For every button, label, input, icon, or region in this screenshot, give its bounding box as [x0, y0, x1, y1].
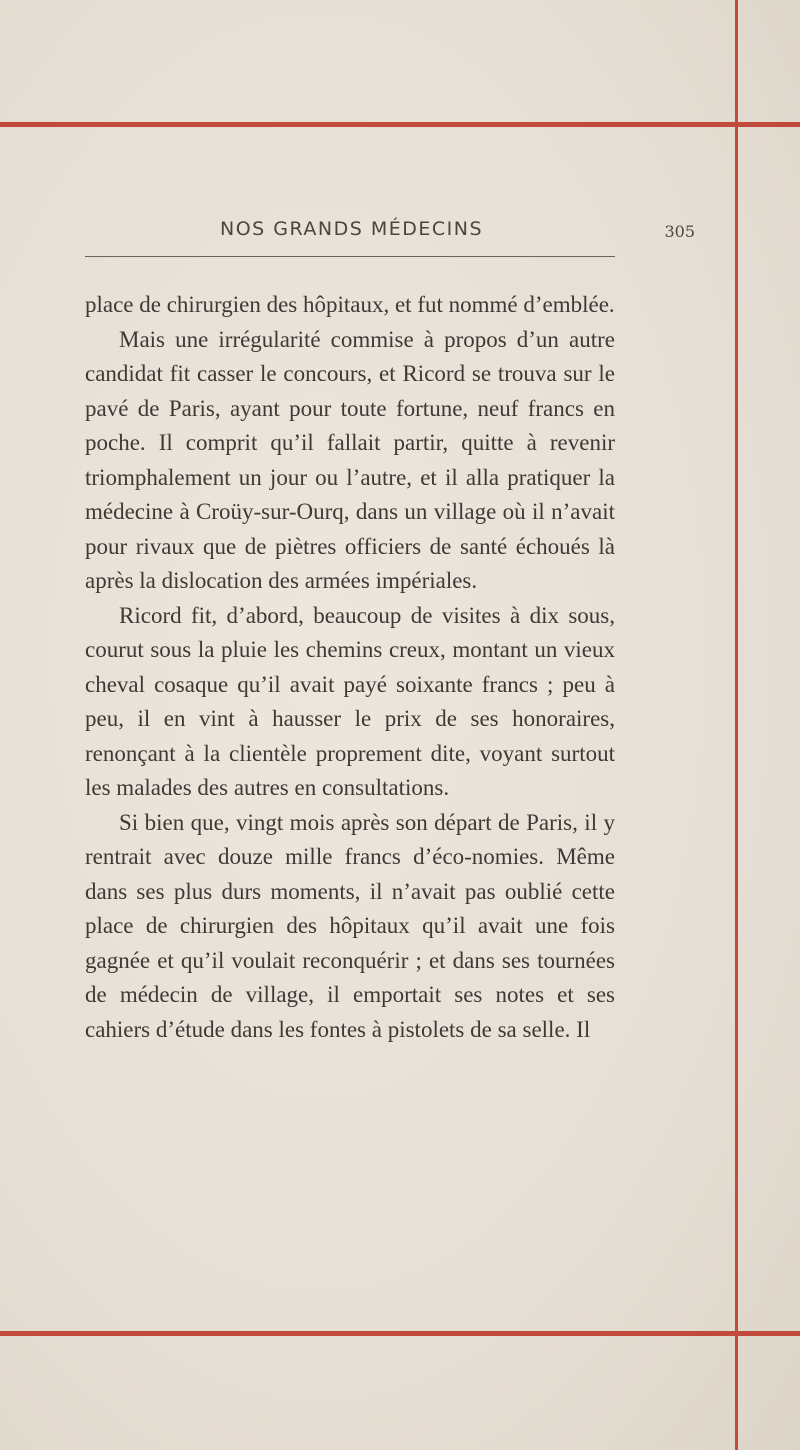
paragraph-2: Mais une irrégularité commise à propos d’un autre candidat fit casser le concours, et Ricord se trouva sur le pavé de Paris, ayant pour toute fortune, neuf francs en poche. Il comprit qu’il fallait partir, quitte à revenir triomphalement un jour ou l’autre, et il alla pratiquer la médecine à Croüy-sur-Ourq, dans un village où il n’avait pour rivaux que de piètres officiers de santé échoués là après la dislocation des armées impériales. [85, 326, 615, 593]
body-text [85, 288, 615, 1047]
paragraph-4: Si bien que, vingt mois après son départ de Paris, il y rentrait avec douze mille francs d’éco-nomies. Même dans ses plus durs moments, il n’avait pas oublié cette place de chirurgien des hôpitaux qu’il avait une fois gagnée et qu’il voulait reconquérir ; et dans ses tournées de médecin de village, il emportait ses notes et ses cahiers d’étude dans les fontes à pistolets de sa selle. Il [85, 809, 615, 1042]
page-number: 305 [664, 222, 695, 241]
top-red-rule [0, 122, 800, 127]
paragraph-3: Ricord fit, d’abord, beaucoup de visites à dix sous, courut sous la pluie les chemins creux, montant un vieux cheval cosaque qu’il avait payé soixante francs ; peu à peu, il en vint à hausser le prix de ses honoraires, renonçant à la clientèle proprement dite, voyant surtout les malades des autres en consultations. [85, 602, 615, 800]
bottom-red-rule [0, 1331, 800, 1336]
right-red-rule [735, 0, 738, 1450]
running-header [85, 218, 715, 258]
running-title: NOS GRANDS MÉDECINS [220, 218, 484, 240]
header-rule [85, 256, 615, 257]
paragraph-1: place de chirurgien des hôpitaux, et fut nommé d’emblée. [85, 292, 615, 317]
